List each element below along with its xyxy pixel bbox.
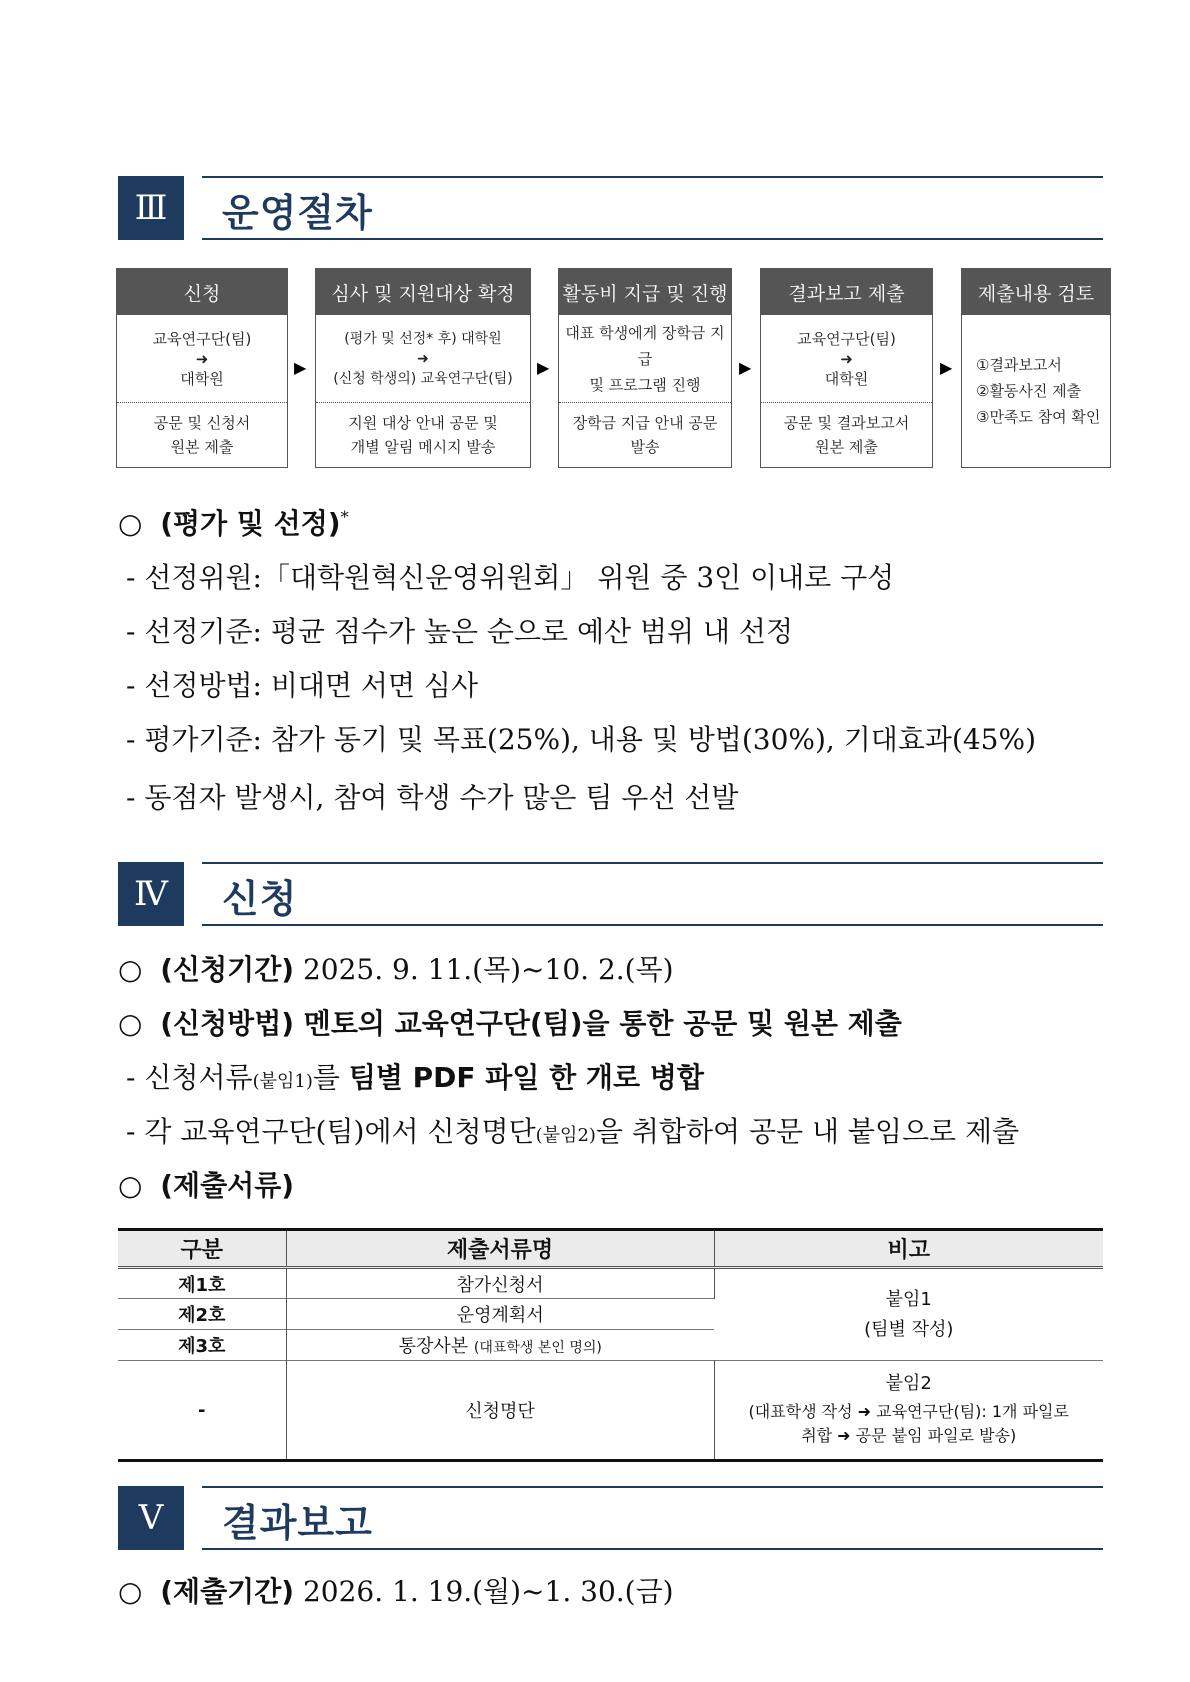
doc-note: 붙임2 (대표학생 작성 ➜ 교육연구단(팀): 1개 파일로 취합 ➜ 공문 붙임 파일로 발송) [714,1361,1103,1461]
step-action: 공문 및 신청서 원본 제출 [153,414,251,456]
step-title: 제출내용 검토 [962,269,1110,315]
doc-note: 붙임1 (팀별 작성) [714,1268,1103,1361]
step-title: 결과보고 제출 [761,269,932,315]
divider [202,238,1103,240]
step-action: 공문 및 결과보고서 원본 제출 [783,414,910,456]
section-number: Ⅳ [118,862,184,926]
section-5-header [118,1486,1103,1550]
arrow-right-icon: ▶ [739,358,752,377]
process-step-check [961,268,1111,468]
doc-number: 제2호 [118,1299,286,1330]
column-header: 구분 [118,1230,286,1268]
section-number: Ⅴ [118,1486,184,1550]
eval-line: - 평가기준: 참가 동기 및 목표(25%), 내용 및 방법(30%), 기대효과(45%) [126,723,1037,756]
documents-table [118,1228,1103,1462]
divider [202,862,1103,864]
column-header: 제출서류명 [286,1230,714,1268]
section-title: 신청 [222,877,298,921]
eval-line: - 선정방법: 비대면 서면 심사 [126,669,479,702]
eval-line: - 동점자 발생시, 참여 학생 수가 많은 팀 우선 선발 [126,781,739,814]
process-step-payment [558,268,732,468]
step-title: 심사 및 지원대상 확정 [316,269,530,315]
step-title: 활동비 지급 및 진행 [559,269,731,315]
step-flow: 교육연구단(팀) ➜ 대학원 [761,315,932,403]
arrow-right-icon: ▶ [537,358,550,377]
apply-period: ○ (신청기간) 2025. 9. 11.(목)~10. 2.(목) [118,953,674,986]
step-action: 장학금 지급 안내 공문 발송 [572,414,718,456]
arrow-right-icon: ▶ [940,358,953,377]
section-4-header [118,862,1103,926]
step-title: 신청 [117,269,287,315]
divider [202,176,1103,178]
eval-heading: ○ (평가 및 선정)* [118,507,349,540]
arrow-right-icon: ▶ [294,358,307,377]
table-header-row [118,1230,1103,1268]
doc-number: 제1호 [118,1268,286,1299]
doc-name: 신청명단 [286,1361,714,1461]
divider [202,924,1103,926]
apply-docs: - 신청서류(붙임1)를 팀별 PDF 파일 한 개로 병합 [126,1061,704,1094]
table-row [118,1268,1103,1299]
table-row [118,1361,1103,1461]
section-number: Ⅲ [118,176,184,240]
step-flow: 대표 학생에게 장학금 지급 및 프로그램 진행 [559,315,731,403]
step-checklist: ①결과보고서 ②활동사진 제출 ③만족도 참여 확인 [976,356,1101,426]
section-3-header [118,176,1103,240]
divider [202,1548,1103,1550]
section-title: 결과보고 [222,1501,373,1545]
apply-method: ○ (신청방법) 멘토의 교육연구단(팀)을 통한 공문 및 원본 제출 [118,1007,902,1040]
doc-name: 운영계획서 [286,1299,714,1330]
step-flow: (평가 및 선정* 후) 대학원 ➜ (신청 학생의) 교육연구단(팀) [316,315,530,403]
eval-line: - 선정위원:「대학원혁신운영위원회」 위원 중 3인 이내로 구성 [126,561,895,594]
eval-line: - 선정기준: 평균 점수가 높은 순으로 예산 범위 내 선정 [126,615,794,648]
divider [202,1486,1103,1488]
step-flow: 교육연구단(팀) ➜ 대학원 [117,315,287,403]
doc-name: 참가신청서 [286,1268,714,1299]
step-action: 지원 대상 안내 공문 및 개별 알림 메시지 발송 [348,414,498,456]
apply-list: - 각 교육연구단(팀)에서 신청명단(붙임2)을 취합하여 공문 내 붙임으로 제출 [126,1115,1020,1148]
doc-number: 제3호 [118,1330,286,1361]
doc-number: - [118,1361,286,1461]
process-step-apply [116,268,288,468]
doc-name: 통장사본 (대표학생 본인 명의) [286,1330,714,1361]
process-step-review [315,268,531,468]
submit-docs-heading: ○ (제출서류) [118,1169,295,1202]
report-period: ○ (제출기간) 2026. 1. 19.(월)~1. 30.(금) [118,1575,674,1608]
section-title: 운영절차 [222,191,373,235]
process-step-report [760,268,933,468]
column-header: 비고 [714,1230,1103,1268]
